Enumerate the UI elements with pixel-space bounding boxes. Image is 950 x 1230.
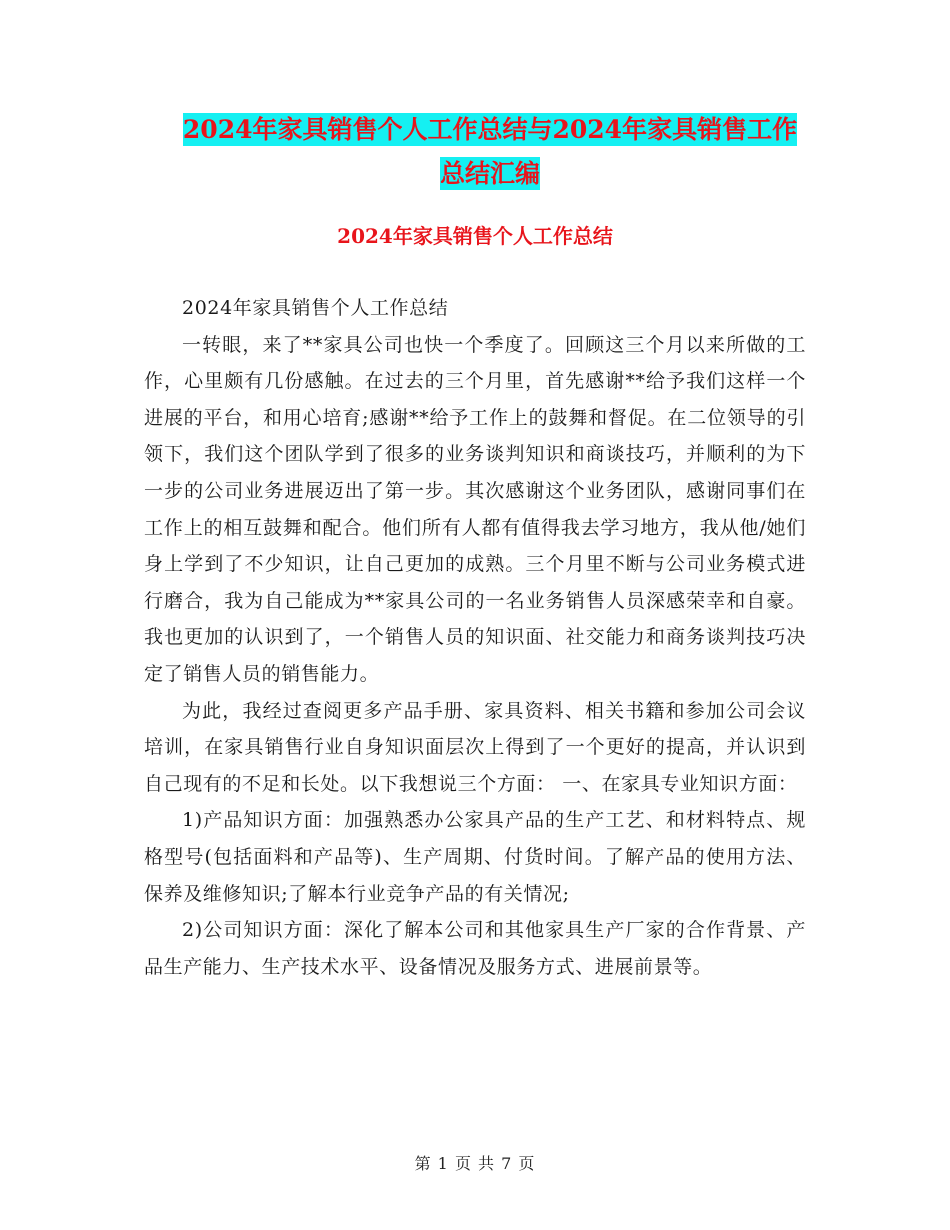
title-line-1: 2024年家具销售个人工作总结与2024年家具销售工作 [182,115,798,144]
paragraph-company-knowledge: 2)公司知识方面：深化了解本公司和其他家具生产厂家的合作背景、产品生产能力、生产技术水平、设备情况及服务方式、进展前景等。 [144,919,806,978]
page-number-footer: 第 1 页 共 7 页 [414,1154,536,1173]
paragraph-intro: 一转眼，来了**家具公司也快一个季度了。回顾这三个月以来所做的工作，心里颇有几份感触。在过去的三个月里，首先感谢**给予我们这样一个进展的平台，和用心培育;感谢**给予工作上的鼓舞和督促。在二位领导的引领下，我们这个团队学到了很多的业务谈判知识和商谈技巧，并顺利的为下一步的公司业务进展迈出了第一步。其次感谢这个业务团队，感谢同事们在工作上的相互鼓舞和配合。他们所有人都有值得我去学习地方，我从他/她们身上学到了不少知识，让自己更加的成熟。三个月里不断与公司业务模式进行磨合，我为自己能成为**家具公司的一名业务销售人员深感荣幸和自豪。我也更加的认识到了，一个销售人员的知识面、社交能力和商务谈判技巧决定了销售人员的销售能力。 [144,333,806,685]
paragraph-study: 为此，我经过查阅更多产品手册、家具资料、相关书籍和参加公司会议培训，在家具销售行业自身知识面层次上得到了一个更好的提高，并认识到自己现有的不足和长处。以下我想说三个方面： 一、在家具专业知识方面： [144,699,806,795]
title-line-2: 总结汇编 [439,159,540,188]
paragraph-product-knowledge: 1)产品知识方面：加强熟悉办公家具产品的生产工艺、和材料特点、规格型号(包括面料和产品等)、生产周期、付货时间。了解产品的使用方法、保养及维修知识;了解本行业竞争产品的有关情况; [144,809,806,905]
document-title [140,108,840,196]
paragraph-subtitle: 2024年家具销售个人工作总结 [182,297,449,319]
document-body [144,290,806,985]
section-heading: 2024年家具销售个人工作总结 [337,224,613,248]
